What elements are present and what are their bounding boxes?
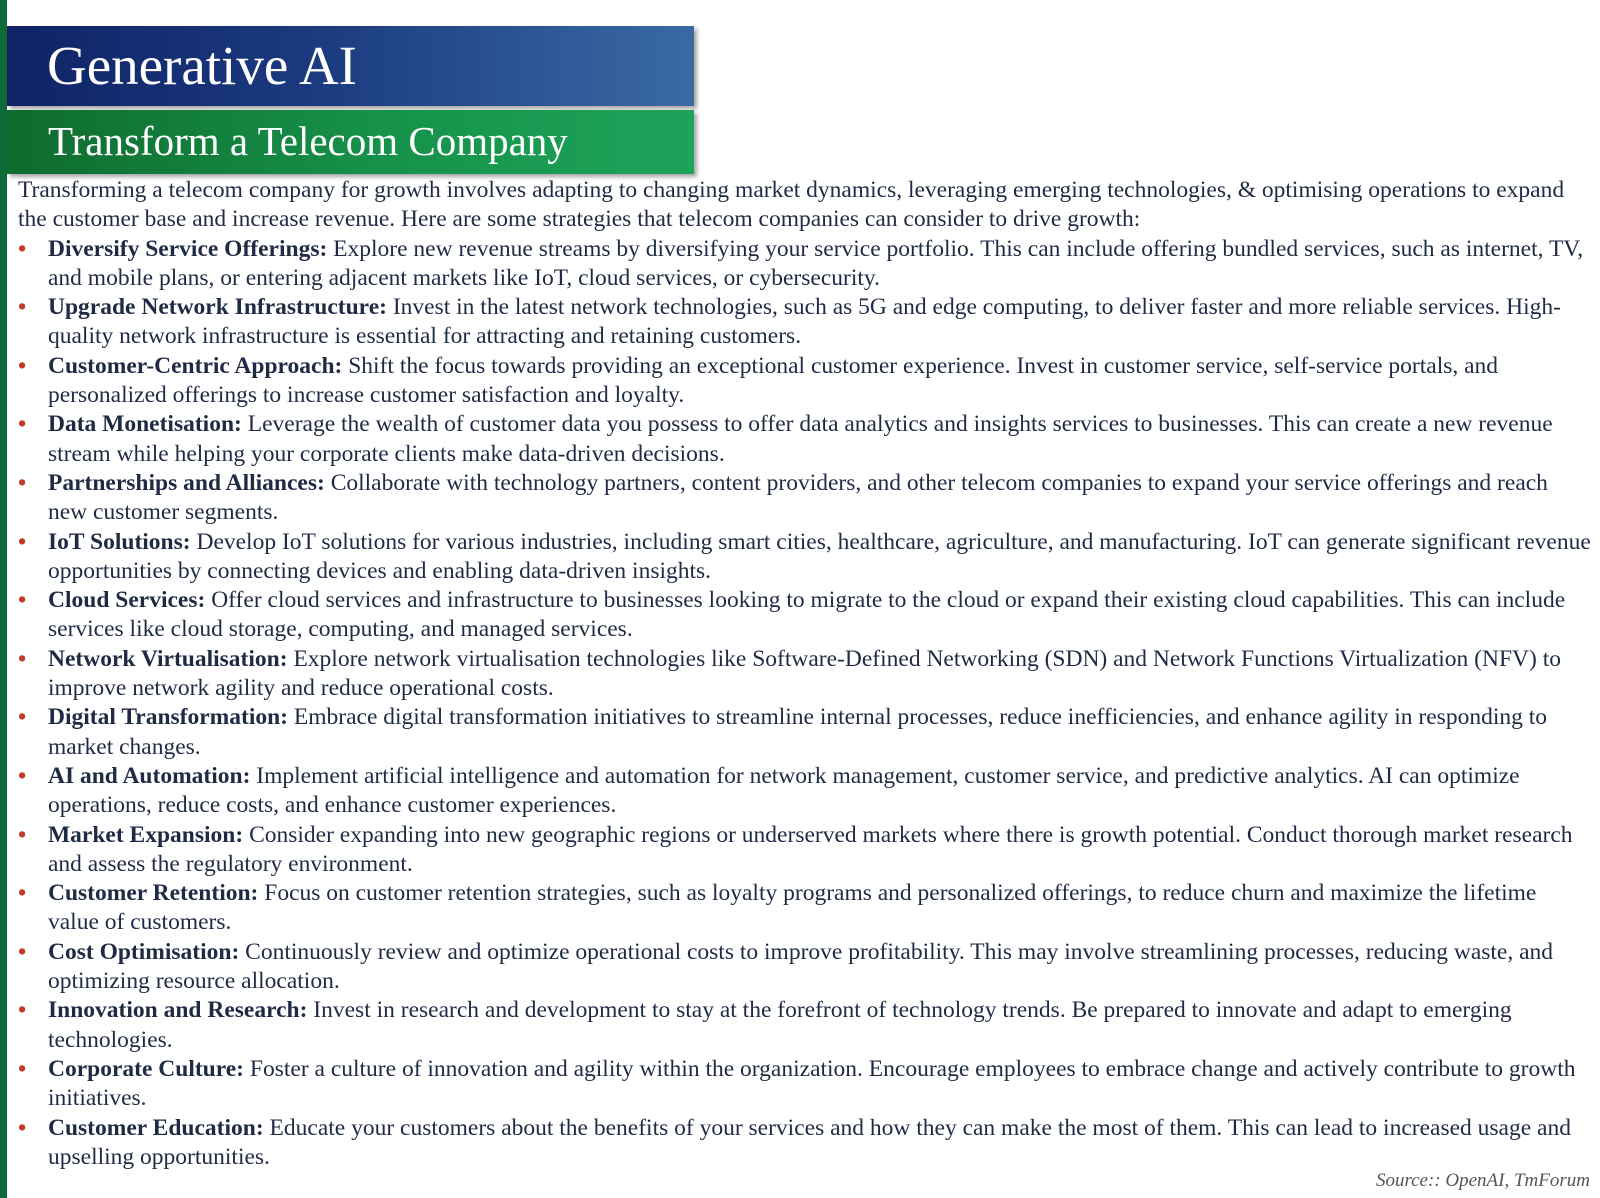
strategy-description: Develop IoT solutions for various industries, including smart cities, healthcare, agriculture, and manufacturing. IoT can generate significant revenue opportunities by connecting devices and enabling data-driven insights.: [48, 528, 1591, 584]
strategy-title: Digital Transformation:: [48, 704, 288, 731]
strategy-description: Leverage the wealth of customer data you possess to offer data analytics and insights services to businesses. This can create a new revenue stream while helping your corporate clients make data-driven decisions.: [48, 411, 1553, 467]
strategy-item: [18, 528, 1592, 587]
strategy-title: Partnerships and Alliances:: [48, 469, 325, 496]
bullet-icon: •: [18, 528, 27, 555]
strategy-description: Implement artificial intelligence and automation for network management, customer service, and predictive analytics. AI can optimize operations, reduce costs, and enhance customer experiences.: [48, 762, 1520, 819]
bullet-icon: •: [18, 411, 27, 438]
strategy-description: Explore network virtualisation technologies like Software-Defined Networking (SDN) and Network Functions Virtualization (NFV) to improve network agility and reduce operational costs.: [48, 645, 1561, 702]
strategy-item: [18, 293, 1592, 352]
bullet-icon: •: [18, 880, 27, 907]
strategy-item: [18, 938, 1592, 997]
strategy-title: Upgrade Network Infrastructure:: [48, 294, 387, 321]
intro-paragraph: Transforming a telecom company for growth involves adapting to changing market dynamics, leveraging emerging technologies, & optimising operations to expand the customer base and increase revenue. Here are some strategies that telecom companies can consider to drive growth:: [18, 177, 1565, 233]
strategy-description: Foster a culture of innovation and agility within the organization. Encourage employees to embrace change and actively contribute to growth initiatives.: [48, 1055, 1576, 1112]
bullet-icon: •: [18, 235, 27, 262]
bullet-icon: •: [18, 704, 27, 731]
bullet-icon: •: [18, 469, 27, 496]
strategy-item: [18, 1055, 1592, 1114]
strategy-item: [18, 821, 1592, 880]
strategy-title: Customer-Centric Approach:: [48, 352, 343, 379]
strategy-title: Corporate Culture:: [48, 1055, 245, 1082]
page-subtitle: Transform a Telecom Company: [48, 118, 568, 164]
subtitle-banner: [7, 110, 694, 174]
strategy-description: Continuously review and optimize operational costs to improve profitability. This may involve streamlining processes, reducing waste, and optimizing resource allocation.: [48, 938, 1554, 995]
strategy-description: Explore new revenue streams by diversifying your service portfolio. This can include offering bundled services, such as internet, TV, and mobile plans, or entering adjacent markets like IoT, cloud services, or cybersecurity.: [48, 235, 1584, 291]
strategy-list: [18, 235, 1592, 1173]
bullet-icon: •: [18, 997, 27, 1024]
strategy-item: [18, 879, 1592, 938]
strategy-description: Embrace digital transformation initiatives to streamline internal processes, reduce inefficiencies, and enhance agility in responding to market changes.: [48, 704, 1548, 760]
strategy-description: Shift the focus towards providing an exceptional customer experience. Invest in customer service, self-service portals, and personalized offerings to increase customer satisfaction and loyalty.: [48, 352, 1499, 409]
bullet-icon: •: [18, 1114, 27, 1141]
strategy-title: IoT Solutions:: [48, 528, 191, 555]
strategy-title: Innovation and Research:: [48, 997, 308, 1024]
strategy-item: [18, 469, 1592, 528]
page-title: Generative AI: [47, 35, 357, 96]
strategy-item: [18, 762, 1592, 821]
strategy-item: [18, 1114, 1592, 1173]
title-banner: [7, 26, 694, 106]
strategy-title: AI and Automation:: [48, 762, 251, 789]
strategy-title: Data Monetisation:: [48, 411, 242, 438]
strategy-description: Invest in research and development to stay at the forefront of technology trends. Be prepared to innovate and adapt to emerging technologies.: [48, 997, 1512, 1053]
content-body: [18, 176, 1592, 1172]
bullet-icon: •: [18, 587, 27, 614]
strategy-title: Cloud Services:: [48, 587, 206, 614]
bullet-icon: •: [18, 352, 27, 379]
strategy-title: Customer Retention:: [48, 880, 259, 907]
strategy-item: [18, 703, 1592, 762]
bullet-icon: •: [18, 938, 27, 965]
strategy-item: [18, 996, 1592, 1055]
strategy-item: [18, 352, 1592, 411]
source-citation: Source:: OpenAI, TmForum: [1375, 1170, 1590, 1191]
strategy-item: [18, 586, 1592, 645]
bullet-icon: •: [18, 1055, 27, 1082]
strategy-title: Cost Optimisation:: [48, 938, 240, 965]
strategy-item: [18, 235, 1592, 294]
bullet-icon: •: [18, 762, 27, 789]
strategy-title: Customer Education:: [48, 1114, 264, 1141]
strategy-description: Focus on customer retention strategies, such as loyalty programs and personalized offerings, to reduce churn and maximize the lifetime value of customers.: [48, 880, 1537, 936]
strategy-title: Network Virtualisation:: [48, 645, 288, 672]
strategy-item: [18, 645, 1592, 704]
strategy-description: Consider expanding into new geographic regions or underserved markets where there is growth potential. Conduct thorough market research and assess the regulatory environment.: [48, 821, 1573, 877]
strategy-description: Invest in the latest network technologies, such as 5G and edge computing, to deliver faster and more reliable services. High-quality network infrastructure is essential for attracting and retaining customers.: [48, 294, 1561, 350]
bullet-icon: •: [18, 294, 27, 321]
bullet-icon: •: [18, 821, 27, 848]
strategy-description: Offer cloud services and infrastructure to businesses looking to migrate to the cloud or expand their existing cloud capabilities. This can include services like cloud storage, computing, and managed services.: [48, 587, 1566, 643]
bullet-icon: •: [18, 645, 27, 672]
left-accent-rule: [0, 0, 7, 1198]
strategy-title: Market Expansion:: [48, 821, 244, 848]
strategy-description: Educate your customers about the benefits of your services and how they can make the most of them. This can lead to increased usage and upselling opportunities.: [48, 1114, 1571, 1170]
strategy-description: Collaborate with technology partners, content providers, and other telecom companies to expand your service offerings and reach new customer segments.: [48, 469, 1548, 526]
strategy-item: [18, 410, 1592, 469]
strategy-title: Diversify Service Offerings:: [48, 235, 328, 262]
